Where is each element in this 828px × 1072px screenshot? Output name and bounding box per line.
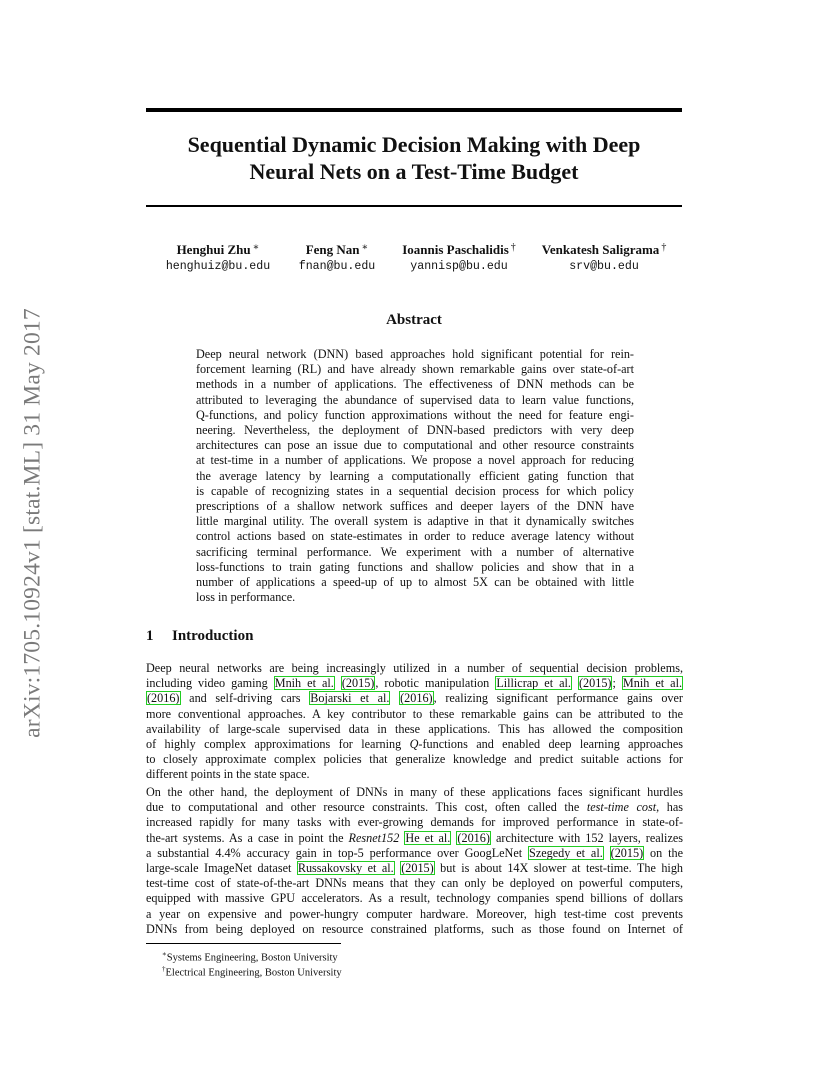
author-name: Ioannis Paschalidis [402, 242, 509, 257]
text-run: including video gaming [146, 676, 274, 691]
abstract-body [196, 347, 634, 605]
text-run [604, 846, 610, 860]
citation-link[interactable]: (2015) [341, 676, 375, 691]
paragraph-line: availability of large-scale supervised data in these applications. This has allowed the composition [146, 721, 683, 736]
citation-link[interactable]: (2016) [400, 691, 433, 706]
text-run: due to computational and other resource constraints. This cost, often called the [146, 800, 587, 815]
paragraph-line [146, 861, 683, 876]
abstract-line: prescriptions of a shallow network suffices and deeper layers of the DNN have [196, 499, 634, 514]
paragraph-line [146, 831, 683, 846]
arxiv-identifier: arXiv:1705.10924v1 [stat.ML] 31 May 2017 [19, 308, 46, 738]
abstract-line: Q-functions, and policy function approximations without the need for feature engi- [196, 407, 634, 422]
author-email[interactable]: fnan@bu.edu [298, 260, 376, 273]
footnote-mark: † [162, 965, 166, 973]
text-run [335, 676, 341, 690]
text-run: , realizing significant performance gains over [433, 691, 683, 706]
author-name: Feng Nan [305, 242, 360, 257]
author-mark: † [510, 242, 516, 253]
text-run: on the [644, 845, 683, 860]
abstract-line: forcement learning (RL) and have already shown remarkable gains over state-of-art [196, 362, 634, 377]
intro-paragraph-1 [146, 661, 683, 783]
citation-link[interactable]: Bojarski et al. [310, 691, 390, 706]
paragraph-line: test-time cost of state-of-the-art DNNs means that they can only be deployed on powerful computers, [146, 876, 683, 891]
title-line-1: Sequential Dynamic Decision Making with Deep [187, 132, 641, 157]
section-number: 1 [146, 628, 154, 644]
paragraph-line [146, 800, 683, 815]
citation-link[interactable]: (2016) [457, 830, 490, 845]
text-run: large-scale ImageNet dataset [146, 861, 297, 876]
text-run: ; [612, 676, 622, 691]
text-run: but is about 14X slower at test-time. The high [434, 861, 684, 876]
title-line-2: Neural Nets on a Test-Time Budget [249, 159, 579, 184]
paragraph-line [146, 737, 683, 752]
footnote-text: Electrical Engineering, Boston University [165, 967, 342, 979]
abstract-line: neering. Nevertheless, the deployment of DNN-based predictors with very deep [196, 423, 634, 438]
paragraph-line: Deep neural networks are being increasingly utilized in a number of sequential decision problems, [146, 661, 683, 675]
paragraph-line [146, 691, 683, 706]
footnote-text: Systems Engineering, Boston University [166, 952, 338, 964]
paragraph-line: to closely approximate complex policies that generalize knowledge and predict suitable actions for [146, 752, 683, 767]
author-name: Henghui Zhu [176, 242, 251, 257]
author-block [396, 241, 522, 275]
abstract-line: methods in a number of applications. The effectiveness of DNN methods can be [196, 377, 634, 392]
paragraph-line: DNNs from being deployed on resource constrained platforms, such as those found on Internet of [146, 921, 683, 936]
author-mark: ∗ [361, 242, 369, 253]
paper-title [146, 131, 682, 185]
citation-link[interactable]: (2016) [147, 691, 180, 706]
math-symbol: Q [409, 737, 419, 752]
footnote-rule [146, 943, 341, 944]
abstract-line: is capable of recognizing states in a sequential decision process for which policy [196, 483, 634, 498]
author-email[interactable]: henghuiz@bu.edu [165, 260, 271, 273]
footnote [162, 962, 342, 981]
abstract-line: architectures can pose an issue due to computational and other resource constraints [196, 438, 634, 453]
paragraph-line: different points in the state space. [146, 767, 310, 782]
text-run: , robotic manipulation [375, 676, 496, 691]
abstract-line: loss in performance. [196, 590, 296, 605]
citation-link[interactable]: Mnih et al. [622, 676, 682, 691]
citation-link[interactable]: (2015) [401, 861, 434, 876]
abstract-line: number of applications a speed-up of up to almost 5X can be obtained with little [196, 575, 634, 590]
arxiv-sidebar [10, 274, 56, 772]
abstract-line: loss-functions to train gating functions and shallow policies and show that in a [196, 559, 634, 574]
author-mark: ∗ [252, 242, 260, 253]
author-email[interactable]: yannisp@bu.edu [410, 260, 508, 273]
text-run [390, 691, 399, 705]
intro-paragraph-2 [146, 785, 683, 937]
section-title: Introduction [172, 628, 254, 644]
author-block [290, 241, 384, 275]
abstract-line: control actions based on state-estimates in order to reduce average latency without [196, 529, 634, 544]
title-top-rule [146, 108, 682, 112]
citation-link[interactable]: Mnih et al. [274, 676, 334, 691]
text-run: a substantial 4.4% accuracy gain in top-5 performance over GoogLeNet [146, 845, 529, 860]
emphasis: test-time cost [586, 800, 657, 815]
author-email[interactable]: srv@bu.edu [569, 260, 639, 273]
text-run: architecture with 152 layers, realizes [490, 830, 684, 845]
section-heading [146, 628, 253, 645]
abstract-line: at test-time in a number of applications. We propose a novel approach for reducing [196, 453, 634, 468]
text-run: and self-driving cars [180, 691, 310, 706]
author-name: Venkatesh Saligrama [541, 242, 660, 257]
author-mark: † [661, 242, 667, 253]
abstract-line: sacrificing terminal performance. We experiment with a number of alternative [196, 544, 634, 559]
paragraph-line [146, 676, 683, 691]
abstract-heading: Abstract [386, 312, 442, 328]
paragraph-line: a year on expensive and power-hungry computer hardware. Moreover, high test-time cost prevents [146, 906, 683, 921]
citation-link[interactable]: Lillicrap et al. [496, 676, 571, 691]
text-run: -functions and enabled deep learning approaches [418, 737, 683, 752]
paragraph-line [146, 846, 683, 861]
paragraph-line: more conventional approaches. A key contributor to these remarkable gains can be attributed to the [146, 706, 683, 721]
citation-link[interactable]: He et al. [405, 830, 451, 845]
footnote-mark: ∗ [162, 950, 167, 958]
abstract-line: little marginal utility. The overall system is adaptive in that it dynamically switches [196, 514, 634, 529]
title-bottom-rule [146, 205, 682, 207]
citation-link[interactable]: Szegedy et al. [529, 845, 603, 860]
paragraph-line: increased rapidly for many tasks with ever-growing demands for improved performance in state-of- [146, 815, 683, 830]
paragraph-line: On the other hand, the deployment of DNNs in many of these applications faces significant hurdles [146, 785, 683, 799]
author-block [535, 241, 673, 275]
abstract-line: attributed to leveraging the abundance of supervised data to learn value functions, [196, 392, 634, 407]
abstract-line: Deep neural network (DNN) based approaches hold significant potential for rein- [196, 347, 634, 361]
citation-link[interactable]: (2015) [610, 845, 644, 860]
citation-link[interactable]: Russakovsky et al. [297, 861, 394, 876]
text-run: , has [656, 800, 683, 815]
author-block [163, 241, 273, 275]
abstract-line: the average latency by learning a computationally efficient gating function that [196, 468, 634, 483]
paragraph-line: equipped with massive GPU accelerators. As a result, technology companies spend billions of dollars [146, 891, 683, 906]
emphasis: Resnet152 [348, 830, 400, 845]
citation-link[interactable]: (2015) [578, 676, 612, 691]
text-run: of highly complex approximations for learning [146, 737, 410, 752]
text-run: the-art systems. As a case in point the [146, 830, 349, 845]
